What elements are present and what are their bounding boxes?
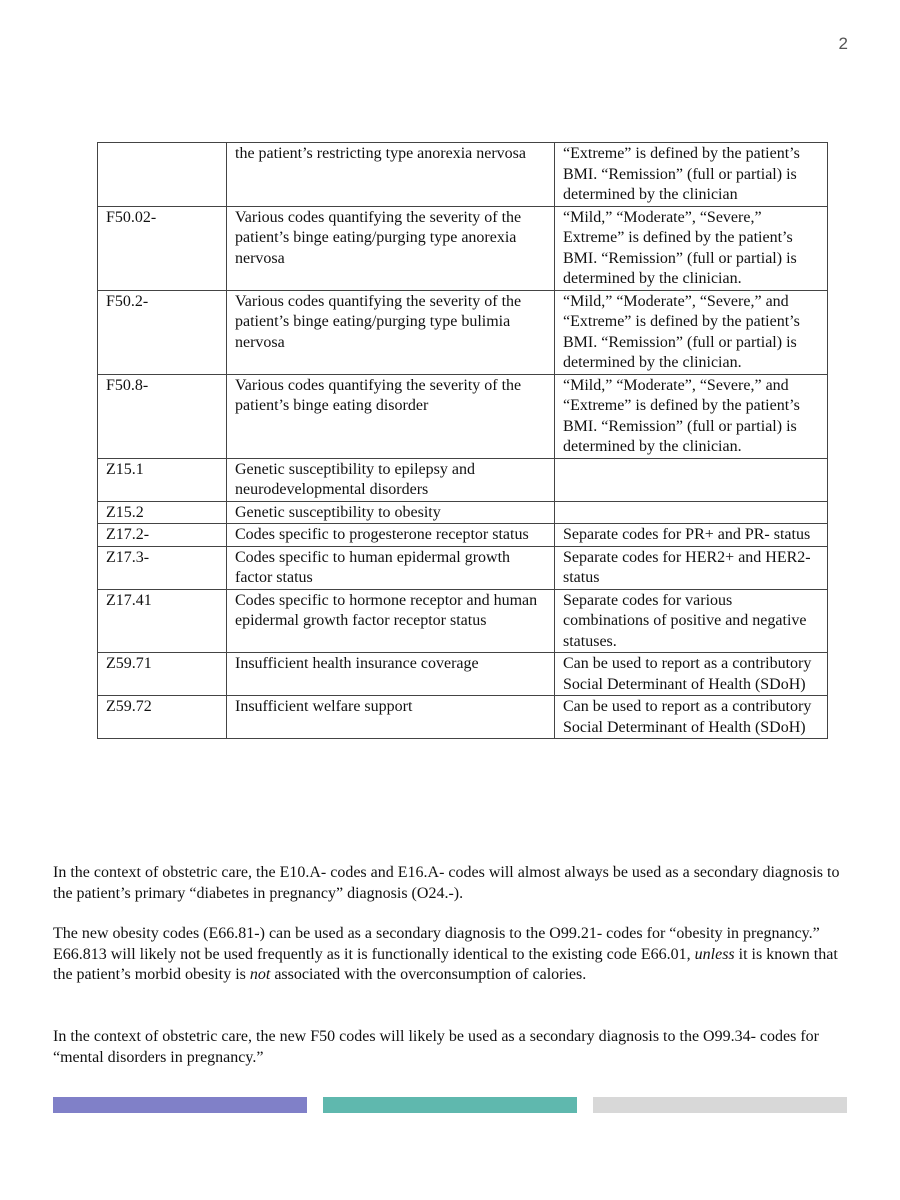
code-cell: F50.8- (98, 374, 227, 458)
emphasis-not: not (249, 966, 271, 983)
notes-cell (555, 501, 828, 524)
table-row (98, 143, 828, 207)
notes-cell: Separate codes for PR+ and PR- status (555, 524, 828, 547)
description-cell: Codes specific to progesterone receptor status (227, 524, 555, 547)
description-cell: Genetic susceptibility to epilepsy and neurodevelopmental disorders (227, 458, 555, 501)
notes-cell: Separate codes for HER2+ and HER2- status (555, 546, 828, 589)
description-cell: Insufficient health insurance coverage (227, 653, 555, 696)
code-cell: Z17.2- (98, 524, 227, 547)
table-row (98, 696, 828, 739)
paragraph-f50-codes: In the context of obstetric care, the new F50 codes will likely be used as a secondary diagnosis to the O99.34- codes for “mental disorders in pregnancy.” (53, 1028, 820, 1066)
notes-cell: “Mild,” “Moderate”, “Severe,” and “Extreme” is defined by the patient’s BMI. “Remission” (full or partial) is determined by the clinician. (555, 374, 828, 458)
description-cell: the patient’s restricting type anorexia nervosa (227, 143, 555, 207)
notes-cell: Can be used to report as a contributory Social Determinant of Health (SDoH) (555, 653, 828, 696)
code-cell: Z59.72 (98, 696, 227, 739)
notes-cell: Can be used to report as a contributory Social Determinant of Health (SDoH) (555, 696, 828, 739)
table-row (98, 653, 828, 696)
code-cell: F50.2- (98, 290, 227, 374)
notes-cell: “Extreme” is defined by the patient’s BMI. “Remission” (full or partial) is determined by the clinician (555, 143, 828, 207)
description-cell: Various codes quantifying the severity of the patient’s binge eating/purging type anorexia nervosa (227, 206, 555, 290)
table-row (98, 458, 828, 501)
notes-cell: “Mild,” “Moderate”, “Severe,” Extreme” is defined by the patient’s BMI. “Remission” (full or partial) is determined by the clinician. (555, 206, 828, 290)
code-cell (98, 143, 227, 207)
description-cell: Insufficient welfare support (227, 696, 555, 739)
icd-codes-table (97, 142, 828, 739)
emphasis-unless: unless (694, 945, 735, 963)
table-row (98, 206, 828, 290)
code-cell: Z15.2 (98, 501, 227, 524)
paragraph-text: associated with the overconsumption of calories. (270, 966, 587, 983)
table-row (98, 589, 828, 653)
table-row (98, 546, 828, 589)
paragraph-text: The new obesity codes (E66.81-) can be used as a secondary diagnosis to the O99.21- codes for “obesity in pregnancy.” E66.813 will likely not be used frequently as it is functionally identical to the existing code E66.01, (53, 925, 820, 963)
description-cell: Codes specific to human epidermal growth factor status (227, 546, 555, 589)
paragraph-text: it is known that the patient’s morbid obesity is (53, 945, 838, 983)
notes-cell: Separate codes for various combinations of positive and negative statuses. (555, 589, 828, 653)
notes-cell: “Mild,” “Moderate”, “Severe,” and “Extreme” is defined by the patient’s BMI. “Remission” (full or partial) is determined by the clinician. (555, 290, 828, 374)
notes-cell (555, 458, 828, 501)
page-number: 2 (838, 34, 848, 53)
paragraph-diabetes-codes: In the context of obstetric care, the E10.A- codes and E16.A- codes will almost always be used as a secondary diagnosis to the patient’s primary “diabetes in pregnancy” diagnosis (O24.-). (53, 864, 840, 902)
footer-bar-teal (323, 1097, 577, 1113)
description-cell: Various codes quantifying the severity of the patient’s binge eating disorder (227, 374, 555, 458)
code-cell: F50.02- (98, 206, 227, 290)
footer-bar-gray (593, 1097, 847, 1113)
table-row (98, 501, 828, 524)
paragraph-obesity-codes (53, 924, 843, 986)
code-cell: Z59.71 (98, 653, 227, 696)
description-cell: Various codes quantifying the severity of the patient’s binge eating/purging type bulimia nervosa (227, 290, 555, 374)
table-row (98, 290, 828, 374)
code-cell: Z17.41 (98, 589, 227, 653)
description-cell: Genetic susceptibility to obesity (227, 501, 555, 524)
table-row (98, 374, 828, 458)
code-cell: Z17.3- (98, 546, 227, 589)
description-cell: Codes specific to hormone receptor and human epidermal growth factor receptor status (227, 589, 555, 653)
code-cell: Z15.1 (98, 458, 227, 501)
table-row (98, 524, 828, 547)
footer-bar-purple (53, 1097, 307, 1113)
